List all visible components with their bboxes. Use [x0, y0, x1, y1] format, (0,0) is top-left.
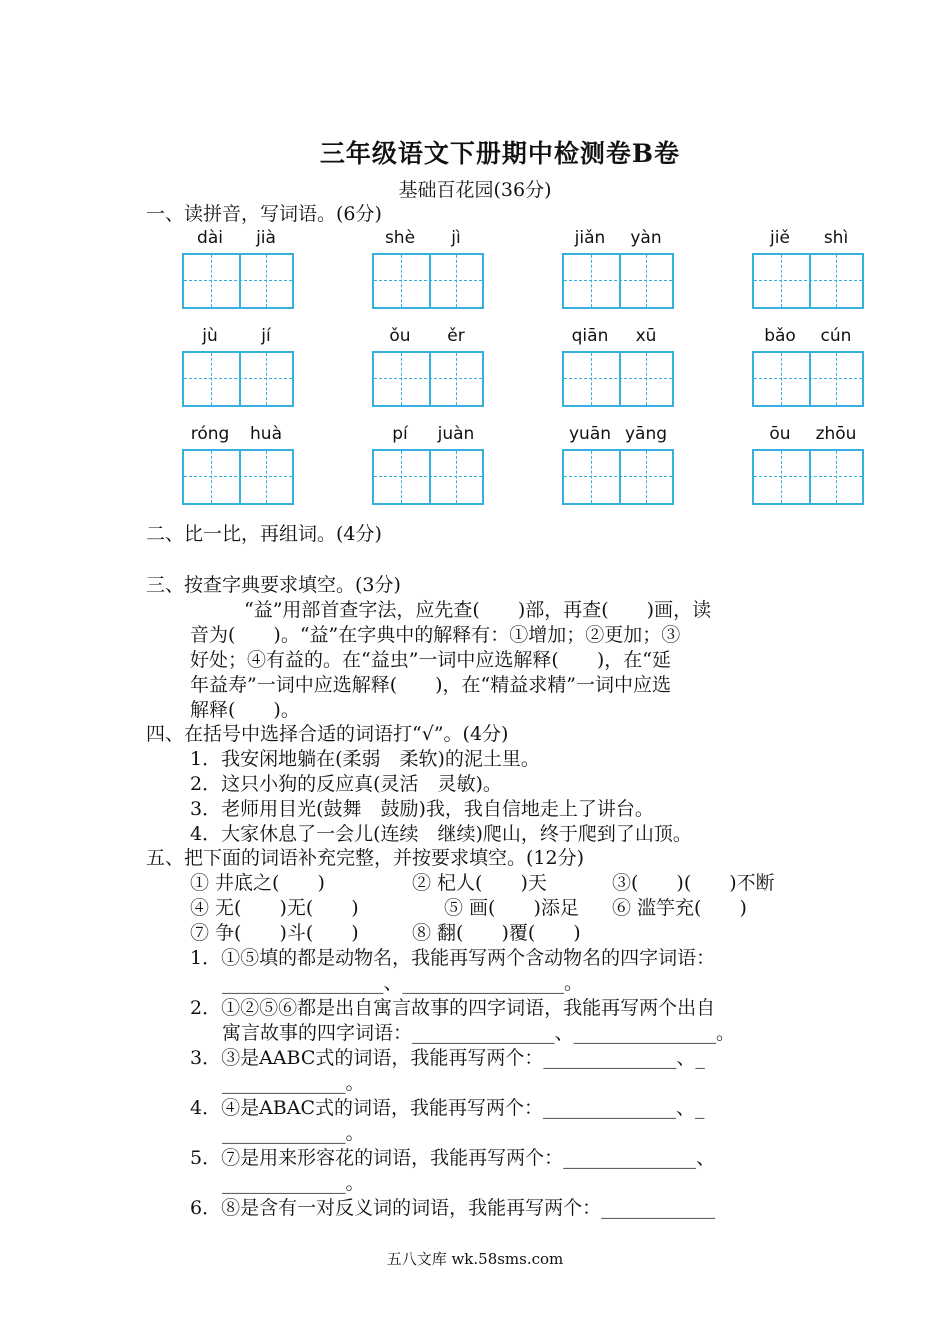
- footer-watermark: 五八文库 wk.58sms.com: [386, 1250, 564, 1268]
- question-2: 2．①②⑤⑥都是出自寓言故事的四字词语，我能再写两个出自: [190, 997, 716, 1019]
- grid-guide-line: [401, 451, 402, 503]
- question-3-blank: _____________。: [222, 1072, 365, 1094]
- pinyin-label: yāng: [624, 424, 668, 444]
- question-6: 6．⑧是含有一对反义词的词语，我能再写两个：____________: [190, 1197, 716, 1219]
- pinyin-label: jì: [451, 228, 461, 248]
- pinyin-label: cún: [820, 326, 852, 346]
- section-5-heading: 五、把下面的词语补充完整，并按要求填空。(12分): [146, 847, 585, 869]
- grid-guide-line: [184, 378, 292, 379]
- pinyin-label: yàn: [630, 228, 662, 248]
- pinyin-label: shè: [384, 228, 416, 248]
- writing-cell[interactable]: [564, 255, 621, 307]
- grid-guide-line: [591, 451, 592, 503]
- grid-guide-line: [564, 280, 672, 281]
- writing-cell[interactable]: [754, 255, 811, 307]
- section-4-item: 2．这只小狗的反应真(灵活 灵敏)。: [190, 773, 502, 795]
- writing-grid[interactable]: [182, 449, 294, 505]
- idiom-item: ⑥ 滥竽充( ): [612, 897, 747, 919]
- section-4-item: 4．大家休息了一会儿(连续 继续)爬山，终于爬到了山顶。: [190, 823, 692, 845]
- page-title: 三年级语文下册期中检测卷B卷: [319, 139, 681, 168]
- grid-guide-line: [456, 353, 457, 405]
- idiom-item: ② 杞人( )天: [412, 872, 547, 894]
- idiom-item: ⑤ 画( )添足: [444, 897, 579, 919]
- section-3-line: 解释( )。: [190, 699, 300, 721]
- grid-guide-line: [564, 378, 672, 379]
- question-1: 1．①⑤填的都是动物名，我能再写两个含动物名的四字词语：: [190, 947, 716, 969]
- grid-guide-line: [184, 476, 292, 477]
- grid-guide-line: [401, 255, 402, 307]
- grid-guide-line: [211, 255, 212, 307]
- section-2-heading: 二、比一比，再组词。(4分): [146, 523, 382, 545]
- grid-guide-line: [754, 378, 862, 379]
- pinyin-label: jiǎn: [574, 228, 606, 248]
- writing-cell[interactable]: [374, 451, 431, 503]
- grid-guide-line: [266, 255, 267, 307]
- question-5: 5．⑦是用来形容花的词语，我能再写两个：______________、: [190, 1147, 716, 1169]
- pinyin-label: jù: [202, 326, 218, 346]
- writing-grid[interactable]: [372, 351, 484, 407]
- writing-cell[interactable]: [374, 255, 431, 307]
- pinyin-label: róng: [190, 424, 230, 444]
- grid-guide-line: [646, 255, 647, 307]
- grid-guide-line: [646, 451, 647, 503]
- writing-cell[interactable]: [184, 353, 241, 405]
- grid-guide-line: [836, 451, 837, 503]
- writing-cell[interactable]: [184, 451, 241, 503]
- writing-grid[interactable]: [182, 351, 294, 407]
- section-3-heading: 三、按查字典要求填空。(3分): [146, 574, 401, 596]
- writing-cell[interactable]: [754, 353, 811, 405]
- section-4-item: 1．我安闲地躺在(柔弱 柔软)的泥土里。: [190, 748, 540, 770]
- section-3-line: 好处；④有益的。在“益虫”一词中应选解释( )，在“延: [190, 649, 671, 671]
- grid-guide-line: [211, 451, 212, 503]
- writing-cell[interactable]: [564, 353, 621, 405]
- section-3-line: “益”用部首查字法，应先查( )部，再查( )画，读: [244, 599, 712, 621]
- grid-guide-line: [754, 476, 862, 477]
- grid-guide-line: [374, 476, 482, 477]
- writing-grid[interactable]: [562, 253, 674, 309]
- section-3-line: 年益寿”一词中应选解释( )，在“精益求精”一词中应选: [190, 674, 671, 696]
- grid-guide-line: [591, 353, 592, 405]
- pinyin-label: huà: [250, 424, 282, 444]
- idiom-item: ④ 无( )无( ): [190, 897, 359, 919]
- grid-guide-line: [266, 451, 267, 503]
- grid-guide-line: [754, 280, 862, 281]
- pinyin-label: bǎo: [764, 326, 796, 346]
- section-4-heading: 四、在括号中选择合适的词语打“√”。(4分): [146, 723, 509, 745]
- grid-guide-line: [781, 451, 782, 503]
- writing-grid[interactable]: [752, 253, 864, 309]
- section-1-heading: 一、读拼音，写词语。(6分): [146, 203, 382, 225]
- grid-guide-line: [401, 353, 402, 405]
- grid-guide-line: [374, 280, 482, 281]
- writing-grid[interactable]: [752, 449, 864, 505]
- grid-guide-line: [591, 255, 592, 307]
- idiom-item: ① 井底之( ): [190, 872, 325, 894]
- question-1-blank: _________________、_________________。: [222, 972, 584, 994]
- grid-guide-line: [564, 476, 672, 477]
- grid-guide-line: [374, 378, 482, 379]
- grid-guide-line: [266, 353, 267, 405]
- writing-grid[interactable]: [372, 449, 484, 505]
- pinyin-label: yuān: [568, 424, 612, 444]
- pinyin-label: ōu: [769, 424, 791, 444]
- pinyin-label: jí: [261, 326, 271, 346]
- idiom-item: ⑧ 翻( )覆( ): [412, 922, 581, 944]
- pinyin-label: qiān: [571, 326, 609, 346]
- question-4-blank: _____________。: [222, 1122, 365, 1144]
- grid-guide-line: [836, 353, 837, 405]
- grid-guide-line: [836, 255, 837, 307]
- pinyin-label: jiě: [770, 228, 790, 248]
- writing-grid[interactable]: [752, 351, 864, 407]
- grid-guide-line: [646, 353, 647, 405]
- pinyin-label: jià: [256, 228, 276, 248]
- pinyin-label: xū: [635, 326, 657, 346]
- writing-cell[interactable]: [564, 451, 621, 503]
- writing-cell[interactable]: [754, 451, 811, 503]
- pinyin-label: ěr: [447, 326, 465, 346]
- pinyin-label: shì: [823, 228, 849, 248]
- writing-cell[interactable]: [184, 255, 241, 307]
- page-subtitle: 基础百花园(36分): [398, 179, 552, 201]
- writing-grid[interactable]: [372, 253, 484, 309]
- writing-grid[interactable]: [562, 351, 674, 407]
- section-3-line: 音为( )。“益”在字典中的解释有：①增加；②更加；③: [190, 624, 681, 646]
- writing-grid[interactable]: [182, 253, 294, 309]
- writing-cell[interactable]: [374, 353, 431, 405]
- grid-guide-line: [781, 255, 782, 307]
- pinyin-label: ǒu: [389, 326, 411, 346]
- question-3: 3．③是AABC式的词语，我能再写两个：______________、_: [190, 1047, 705, 1069]
- grid-guide-line: [211, 353, 212, 405]
- pinyin-label: pí: [392, 424, 408, 444]
- question-4: 4．④是ABAC式的词语，我能再写两个：______________、_: [190, 1097, 705, 1119]
- grid-guide-line: [456, 451, 457, 503]
- writing-grid[interactable]: [562, 449, 674, 505]
- idiom-item: ③( )( )不断: [612, 872, 775, 894]
- idiom-item: ⑦ 争( )斗( ): [190, 922, 359, 944]
- pinyin-label: juàn: [437, 424, 475, 444]
- question-5-blank: _____________。: [222, 1172, 365, 1194]
- pinyin-label: zhōu: [815, 424, 857, 444]
- pinyin-label: dài: [197, 228, 223, 248]
- grid-guide-line: [456, 255, 457, 307]
- section-4-item: 3．老师用目光(鼓舞 鼓励)我，我自信地走上了讲台。: [190, 798, 654, 820]
- question-2-blank: 寓言故事的四字词语：_______________、_______________。: [222, 1022, 736, 1044]
- grid-guide-line: [781, 353, 782, 405]
- grid-guide-line: [184, 280, 292, 281]
